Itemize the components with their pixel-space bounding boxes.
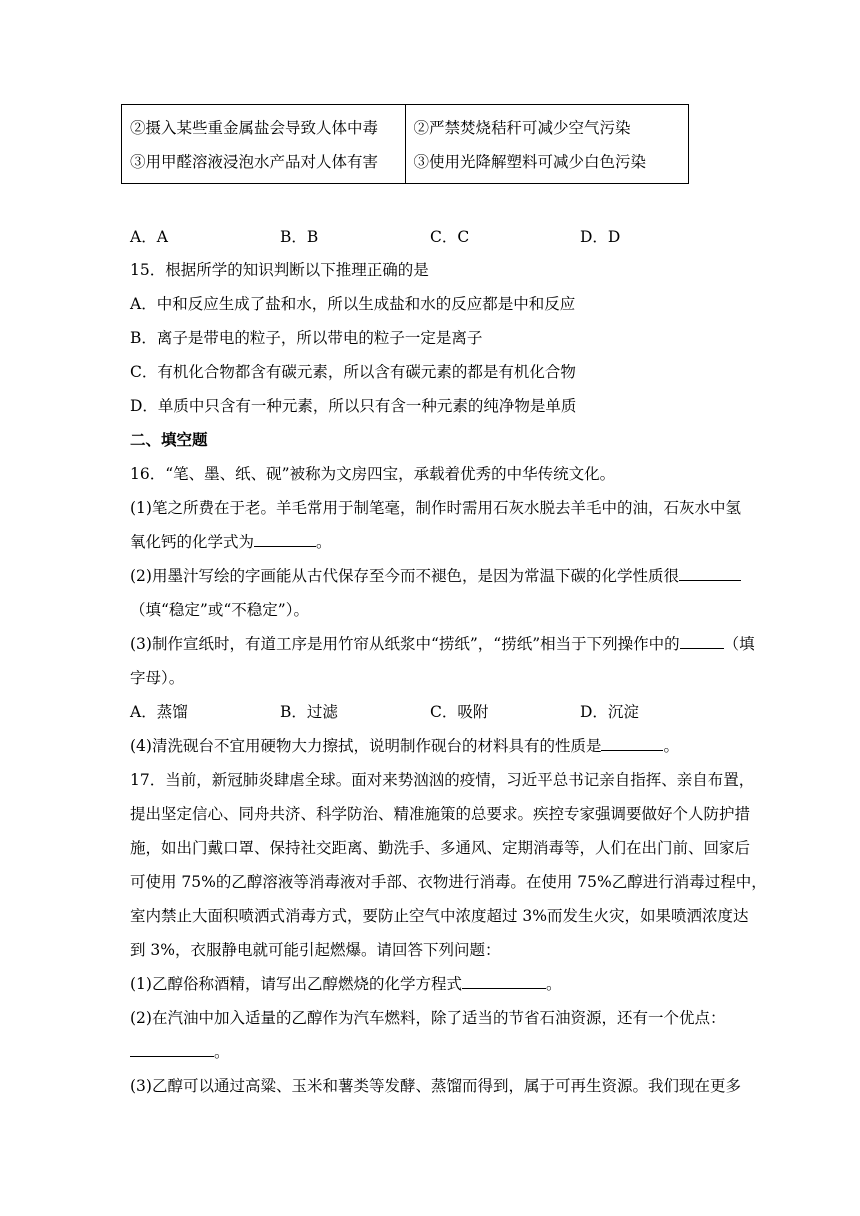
- q16-part3-text: (3)制作宣纸时，有道工序是用竹帘从纸浆中“捞纸”，“捞纸”相当于下列操作中的: [130, 635, 680, 653]
- q16-part3-line1: [130, 634, 755, 654]
- q15-stem: 15．根据所学的知识判断以下推理正确的是: [130, 261, 429, 279]
- q16-answer-blank-2[interactable]: [679, 566, 741, 581]
- q16-part2-line1: [130, 566, 741, 586]
- q16-part3-line2: 字母）。: [130, 669, 185, 687]
- q17-line-2: 提出坚定信心、同舟共济、科学防治、精准施策的总要求。疾控专家强调要做好个人防护措: [130, 805, 751, 823]
- q17-line-6: 到 3%，衣服静电就可能引起燃爆。请回答下列问题：: [130, 941, 501, 959]
- q16-option-c: C．吸附: [430, 703, 489, 721]
- q16-part4-tail: 。: [663, 737, 679, 755]
- q16-part2-text: (2)用墨汁写绘的字画能从古代保存至今而不褪色，是因为常温下碳的化学性质很: [130, 567, 679, 585]
- q16-answer-blank-1[interactable]: [254, 532, 316, 547]
- q17-line-4: 可使用 75%的乙醇溶液等消毒液对手部、衣物进行消毒。在使用 75%乙醇进行消毒过程中，: [130, 873, 767, 891]
- q17-answer-blank-2[interactable]: [130, 1042, 214, 1057]
- q16-answer-blank-4[interactable]: [601, 736, 663, 751]
- q17-answer-blank-1[interactable]: [462, 974, 546, 989]
- q16-option-a: A．蒸馏: [130, 703, 188, 721]
- q16-part3-tail: （填: [723, 635, 755, 653]
- q14-option-a: A．A: [130, 228, 168, 246]
- table-right-cell: [405, 105, 689, 184]
- q16-part4-text: (4)清洗砚台不宜用硬物大力擦拭，说明制作砚台的材料具有的性质是: [130, 737, 602, 755]
- q16-stem: 16．“笔、墨、纸、砚”被称为文房四宝，承载着优秀的中华传统文化。: [130, 465, 616, 483]
- q17-part1-text: (1)乙醇俗称酒精，请写出乙醇燃烧的化学方程式: [130, 975, 462, 993]
- q17-line-3: 施，如出门戴口罩、保持社交距离、勤洗手、多通风、定期消毒等，人们在出门前、回家后: [130, 839, 751, 857]
- q17-part1-tail: 。: [545, 975, 562, 993]
- q17-part1-line: [130, 974, 561, 994]
- q15-option-b: B．离子是带电的粒子，所以带电的粒子一定是离子: [130, 329, 483, 347]
- q16-part2-line2: （填“稳定”或“不稳定”）。: [130, 601, 309, 619]
- q14-option-b: B．B: [280, 228, 319, 246]
- table-right-line-2: ③使用光降解塑料可减少白色污染: [413, 153, 647, 171]
- q17-part2-tail: 。: [214, 1043, 230, 1061]
- q15-option-a: A．中和反应生成了盐和水，所以生成盐和水的反应都是中和反应: [130, 295, 576, 313]
- q17-part3-line1: (3)乙醇可以通过高粱、玉米和薯类等发酵、蒸馏而得到，属于可再生资源。我们现在更多: [130, 1077, 741, 1095]
- q17-part2-line1: (2)在汽油中加入适量的乙醇作为汽车燃料，除了适当的节省石油资源，还有一个优点：: [130, 1009, 726, 1027]
- q17-line-1: 17．当前，新冠肺炎肆虐全球。面对来势汹汹的疫情，习近平总书记亲自指挥、亲自布置，: [130, 771, 755, 789]
- q14-option-c: C．C: [430, 228, 470, 246]
- table-left-line-1: ②摄入某些重金属盐会导致人体中毒: [130, 119, 379, 137]
- q16-part1-line1: (1)笔之所费在于老。羊毛常用于制笔毫，制作时需用石灰水脱去羊毛中的油，石灰水中氢: [130, 499, 741, 517]
- section-title: 二、填空题: [130, 431, 208, 449]
- q16-part4-line: [130, 736, 679, 756]
- q16-part1-tail: 。: [316, 533, 332, 551]
- q16-part1-line2: [130, 532, 332, 552]
- table-left-cell: [122, 105, 406, 184]
- q15-option-c: C．有机化合物都含有碳元素，所以含有碳元素的都是有机化合物: [130, 363, 576, 381]
- q16-answer-blank-3[interactable]: [680, 634, 724, 649]
- q16-option-b: B．过滤: [280, 703, 338, 721]
- table-left-line-2: ③用甲醛溶液浸泡水产品对人体有害: [130, 153, 379, 171]
- table-right-line-1: ②严禁焚烧秸秆可减少空气污染: [413, 119, 631, 137]
- options-table: [121, 104, 689, 184]
- q14-option-d: D．D: [580, 228, 621, 246]
- q15-option-d: D．单质中只含有一种元素，所以只有含一种元素的纯净物是单质: [130, 397, 577, 415]
- q16-option-d: D．沉淀: [580, 703, 639, 721]
- q17-line-5: 室内禁止大面积喷洒式消毒方式，要防止空气中浓度超过 3%而发生火灾，如果喷洒浓度达: [130, 907, 749, 925]
- q16-part1-text: 氧化钙的化学式为: [130, 533, 255, 551]
- q17-part2-line2: [130, 1042, 230, 1062]
